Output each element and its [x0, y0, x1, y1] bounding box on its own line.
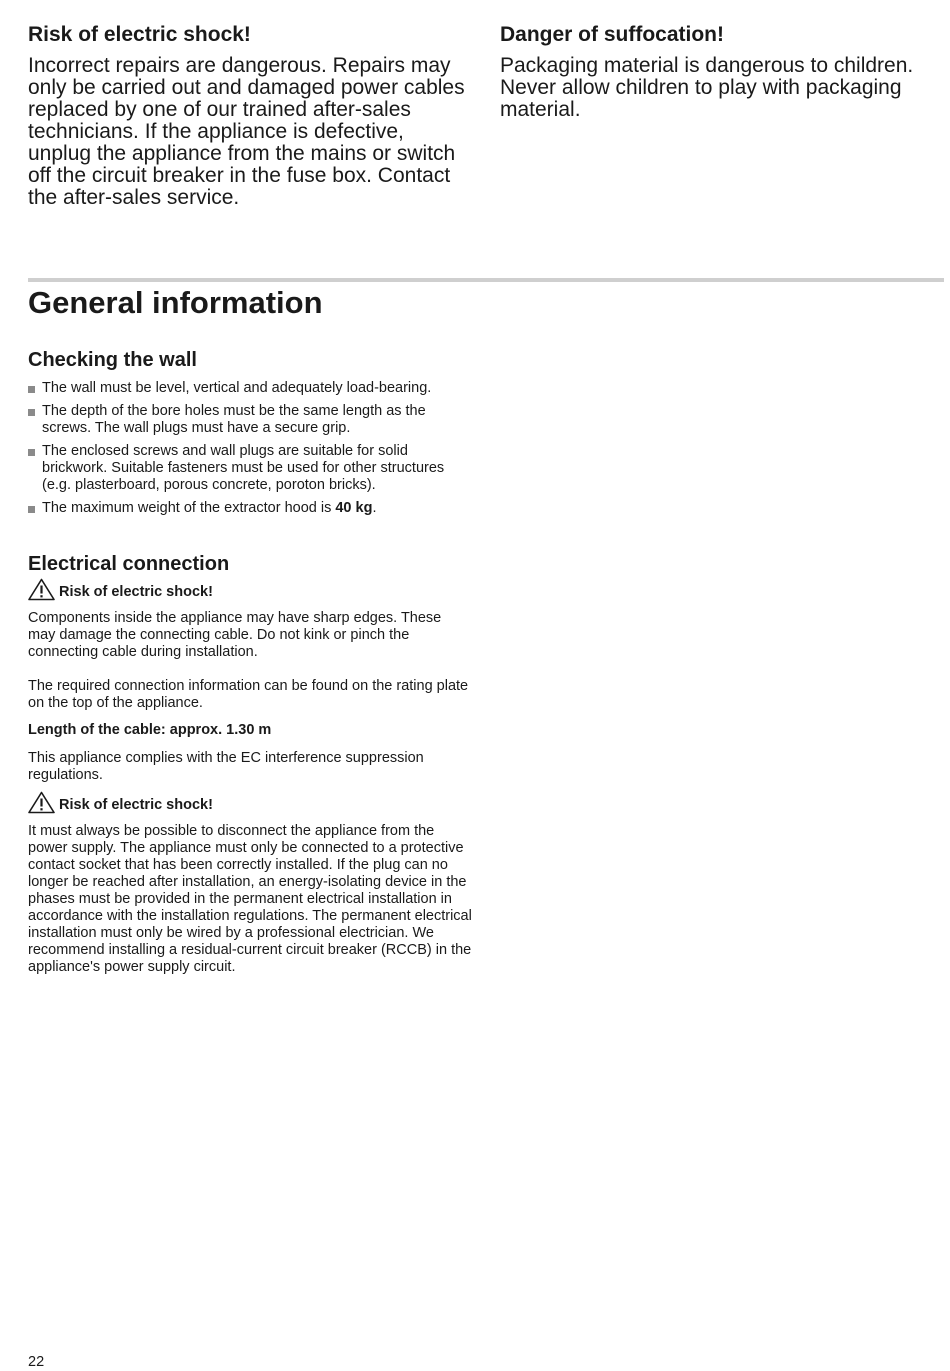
electrical-connection-heading: Electrical connection: [28, 553, 230, 575]
square-bullet-icon: [28, 449, 35, 456]
warning-label: Risk of electric shock!: [59, 797, 213, 813]
checking-wall-heading: Checking the wall: [28, 349, 197, 371]
warning-label: Risk of electric shock!: [59, 584, 213, 600]
max-weight-value: 40 kg: [335, 500, 373, 516]
electrical-warning-2: [28, 791, 213, 814]
warning-triangle-icon: [28, 791, 55, 814]
connection-info-text: The required connection information can be found on the rating plate on the top of the appliance.: [28, 678, 469, 711]
shock-warning-heading: Risk of electric shock!: [28, 23, 251, 46]
section-divider: [28, 278, 944, 282]
list-item: The maximum weight of the extractor hood is 40 kg.: [28, 500, 472, 517]
square-bullet-icon: [28, 386, 35, 393]
cable-length: Length of the cable: approx. 1.30 m: [28, 722, 272, 738]
suffocation-warning-heading: Danger of suffocation!: [500, 23, 724, 46]
suffocation-warning-block: [500, 23, 930, 121]
warning-triangle-icon: [28, 578, 55, 601]
ec-compliance-text: This appliance complies with the EC interference suppression regulations.: [28, 750, 424, 783]
suffocation-warning-text: Packaging material is dangerous to children. Never allow children to play with packaging material.: [500, 54, 914, 121]
shock-warning-block: [28, 23, 472, 209]
list-item: The depth of the bore holes must be the same length as the screws. The wall plugs must have a secure grip.: [28, 403, 472, 437]
square-bullet-icon: [28, 409, 35, 416]
list-item: The enclosed screws and wall plugs are suitable for solid brickwork. Suitable fasteners must be used for other structures (e.g. plasterboard, porous concrete, poroton bricks).: [28, 443, 472, 494]
list-item: The wall must be level, vertical and adequately load-bearing.: [28, 380, 472, 397]
section-title: General information: [28, 285, 323, 320]
shock-warning-text: Incorrect repairs are dangerous. Repairs may only be carried out and damaged power cables replaced by one of our trained after-sales technicians. If the appliance is defective, unplug the appliance from the mains or switch off the circuit breaker in the fuse box. Contact the after-sales service.: [28, 54, 465, 209]
checking-wall-list: [28, 380, 472, 523]
electrical-warning-1-text: Components inside the appliance may have sharp edges. These may damage the connecting cable. Do not kink or pinch the connecting cable during installation.: [28, 610, 442, 660]
page-number: 22: [28, 1354, 45, 1370]
electrical-warning-1: [28, 578, 213, 601]
electrical-warning-2-text: It must always be possible to disconnect the appliance from the power supply. The appliance must only be connected to a protective contact socket that has been correctly installed. If the plug can no longer be reached after installation, an energy-isolating device in the phases must be provided in the permanent electrical installation in accordance with the installation regulations. The permanent electrical installation must only be wired by a professional electrician. We recommend installing a residual-current circuit breaker (RCCB) in the appliance's power supply circuit.: [28, 823, 472, 975]
square-bullet-icon: [28, 506, 35, 513]
